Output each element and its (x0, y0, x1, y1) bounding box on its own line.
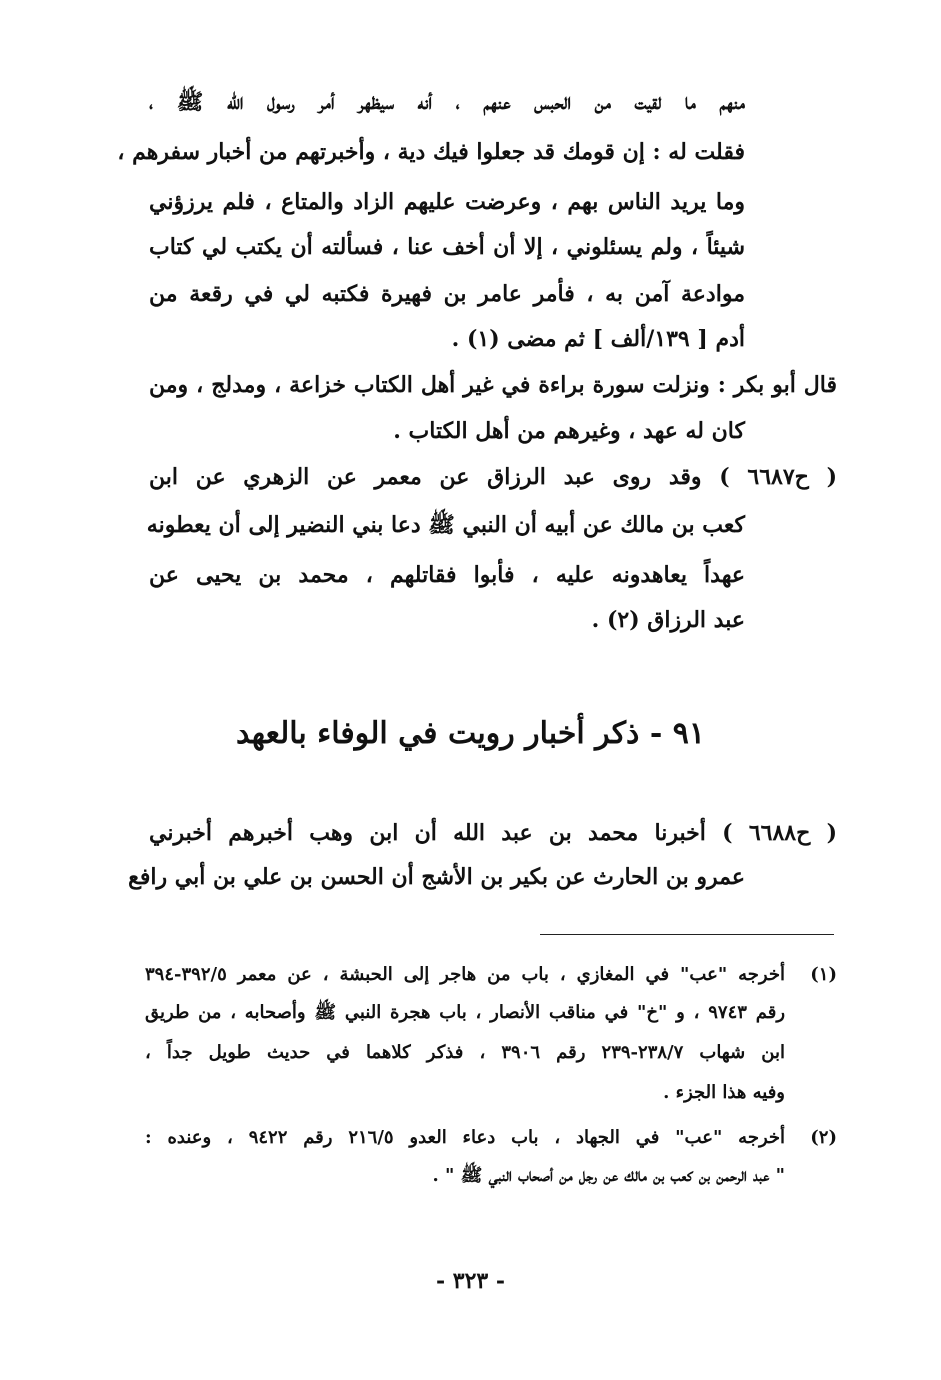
text-line: وما يريد الناس بهم ، وعرضت عليهم الزاد والمتاع ، فلم يرزؤني (149, 189, 745, 215)
text-line: ( ح٦٦٨٧ ) وقد روى عبد الرزاق عن معمر عن الزهري عن ابن (149, 464, 837, 490)
footnote-line: وفيه هذا الجزء . (663, 1082, 785, 1103)
text-line: كعب بن مالك عن أبيه أن النبي ﷺ دعا بني النضير إلى أن يعطونه (146, 512, 745, 538)
footnote-line: " عبد الرحمن بن كعب بن مالك عن رجل من أصحاب النبي ﷺ " . (432, 1165, 785, 1186)
text-line: عبد الرزاق (٢) . (591, 607, 745, 633)
text-line: عهداً يعاهدونه عليه ، فأبوا فقاتلهم ، محمد بن يحيى عن (149, 562, 745, 588)
text-line: كان له عهد ، وغيرهم من أهل الكتاب . (393, 418, 745, 444)
text-line: أدم [ ١٣٩/ألف ] ثم مضى (١) . (451, 326, 745, 352)
footnote-number: (١) (810, 964, 837, 985)
text-line: عمرو بن الحارث عن بكير بن الأشج أن الحسن بن علي بن أبي رافع (128, 864, 745, 890)
text-line: موادعة آمن به ، فأمر عامر بن فهيرة فكتبه لي في رقعة من (149, 281, 745, 307)
text-line: شيئاً ، ولم يسئلوني ، إلا أن أخف عنا ، فسألته أن يكتب لي كتاب (149, 234, 745, 260)
footnote-number: (٢) (810, 1127, 837, 1148)
text-line: فقلت له : إن قومك قد جعلوا فيك دية ، وأخبرتهم من أخبار سفرهم ، (117, 139, 745, 165)
footnote-line: ابن شهاب ٢٣٨/٧-٢٣٩ رقم ٣٩٠٦ ، فذكر كلاهما في حديث طويل جداً ، (145, 1042, 785, 1063)
text-line: قال أبو بكر : ونزلت سورة براءة في غير أهل الكتاب خزاعة ، ومدلج ، ومن (149, 372, 837, 398)
page-number: - ٣٢٣ - (435, 1268, 506, 1294)
text-line: منهم ما لقيت من الحبس عنهم ، أنه سيظهر أمر رسول الله ﷺ ، (149, 89, 745, 115)
text-line: ( ح٦٦٨٨ ) أخبرنا محمد بن عبد الله أن ابن وهب أخبرهم أخبرني (149, 820, 837, 846)
footnote-line: رقم ٩٧٤٣ ، و "خ" في مناقب الأنصار ، باب هجرة النبي ﷺ وأصحابه ، من طريق (145, 1002, 786, 1023)
footnote-separator (540, 934, 834, 935)
footnote-line: أخرجه "عب" في الجهاد ، باب دعاء العدو ٢١٦/٥ رقم ٩٤٢٢ ، وعنده : (145, 1127, 786, 1148)
section-heading: ٩١ - ذكر أخبار رويت في الوفاء بالعهد (236, 716, 705, 751)
footnote-line: أخرجه "عب" في المغازي ، باب من هاجر إلى الحبشة ، عن معمر ٣٩٢/٥-٣٩٤ (145, 964, 785, 985)
